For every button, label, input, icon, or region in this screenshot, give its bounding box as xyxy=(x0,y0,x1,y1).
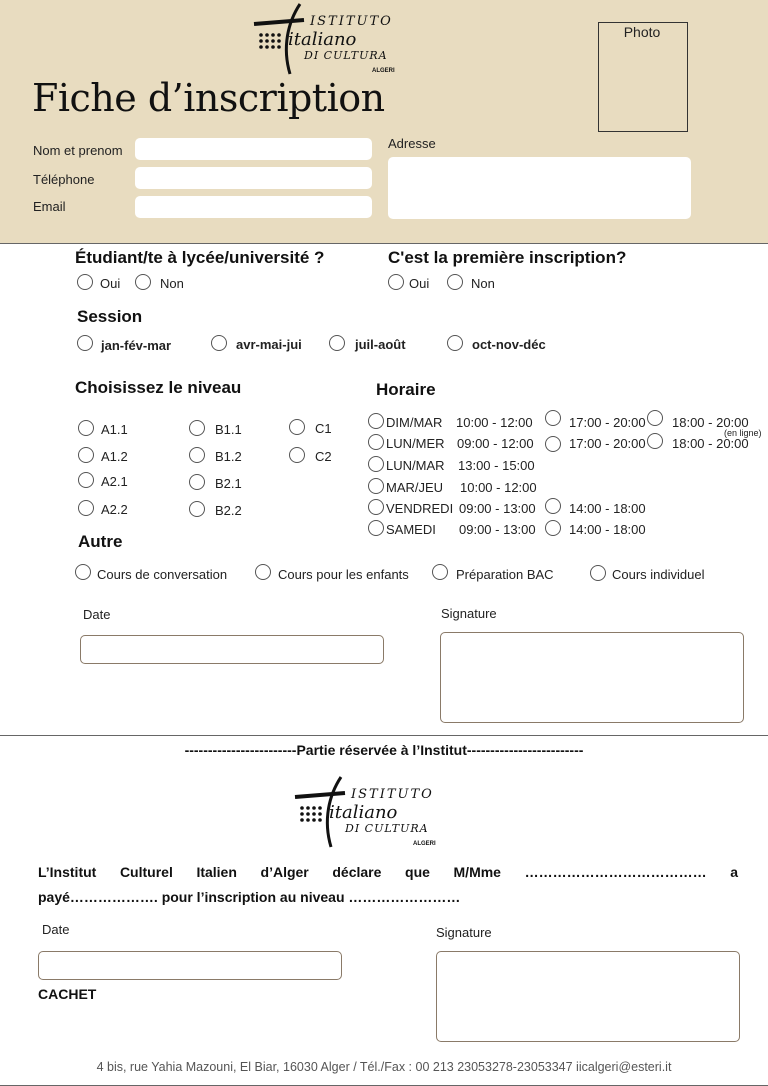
declaration-word: d’Alger xyxy=(260,864,309,880)
footer-address: 4 bis, rue Yahia Mazouni, El Biar, 16030 Alger / Tél./Fax : 00 213 23053278-23053347 iicalgeri@esteri.it xyxy=(96,1060,672,1074)
schedule-radio[interactable] xyxy=(545,520,561,536)
level-option: B2.2 xyxy=(215,503,242,518)
declaration-line1 xyxy=(38,864,738,880)
name-field[interactable] xyxy=(135,138,372,160)
level-option: C1 xyxy=(315,421,332,436)
level-option: A1.1 xyxy=(101,422,128,437)
level-radio[interactable] xyxy=(289,419,305,435)
email-label: Email xyxy=(33,199,66,214)
institute-signature-box[interactable] xyxy=(436,951,740,1042)
online-note: (en ligne) xyxy=(724,428,762,438)
schedule-day: LUN/MAR xyxy=(386,458,445,473)
student-question: Étudiant/te à lycée/université ? xyxy=(75,248,325,267)
level-option: A2.2 xyxy=(101,502,128,517)
schedule-time: 13:00 - 15:00 xyxy=(458,458,535,473)
session-radio[interactable] xyxy=(211,335,227,351)
student-no-label: Non xyxy=(160,276,184,291)
declaration-word: que xyxy=(405,864,430,880)
phone-label: Téléphone xyxy=(33,172,95,187)
declaration-word: ………………………………… xyxy=(524,864,707,880)
other-title: Autre xyxy=(78,532,123,551)
first-yes-radio[interactable] xyxy=(388,274,404,290)
institute-signature-label: Signature xyxy=(436,925,492,940)
schedule-radio[interactable] xyxy=(368,456,384,472)
level-title: Choisissez le niveau xyxy=(75,378,242,397)
level-option: B2.1 xyxy=(215,476,242,491)
signature-box[interactable] xyxy=(440,632,744,723)
phone-field[interactable] xyxy=(135,167,372,189)
student-no-radio[interactable] xyxy=(135,274,151,290)
other-option: Cours de conversation xyxy=(97,567,228,582)
schedule-time: 10:00 - 12:00 xyxy=(456,415,533,430)
first-no-label: Non xyxy=(471,276,495,291)
schedule-time: 09:00 - 13:00 xyxy=(459,501,536,516)
schedule-day: DIM/MAR xyxy=(386,415,443,430)
declaration-word: Italien xyxy=(196,864,237,880)
declaration-word: L’Institut xyxy=(38,864,97,880)
institute-logo xyxy=(293,775,443,850)
schedule-day: SAMEDI xyxy=(386,522,436,537)
first-yes-label: Oui xyxy=(409,276,430,291)
session-option: avr-mai-jui xyxy=(236,337,302,352)
schedule-time: 14:00 - 18:00 xyxy=(569,501,646,516)
institute-section-title: ------------------------Partie réservée à l’Institut------------------------- xyxy=(184,742,584,758)
logo-line2: italiano xyxy=(288,29,357,50)
logo-city: ALGERI xyxy=(413,841,436,847)
level-option: A2.1 xyxy=(101,474,128,489)
institute-logo xyxy=(252,2,402,77)
schedule-radio[interactable] xyxy=(545,410,561,426)
level-radio[interactable] xyxy=(78,420,94,436)
schedule-title: Horaire xyxy=(376,380,436,399)
stamp-label: CACHET xyxy=(38,986,97,1002)
schedule-time: 17:00 - 20:00 xyxy=(569,415,646,430)
level-radio[interactable] xyxy=(78,447,94,463)
page-title: Fiche d’inscription xyxy=(32,76,385,120)
other-radio[interactable] xyxy=(255,564,271,580)
other-radio[interactable] xyxy=(590,565,606,581)
session-option: jan-fév-mar xyxy=(101,338,172,353)
schedule-day: MAR/JEU xyxy=(386,480,444,495)
level-option: B1.1 xyxy=(215,422,242,437)
schedule-time: 09:00 - 13:00 xyxy=(459,522,536,537)
schedule-time: 17:00 - 20:00 xyxy=(569,436,646,451)
level-option: B1.2 xyxy=(215,449,242,464)
first-no-radio[interactable] xyxy=(447,274,463,290)
logo-line3: DI CULTURA xyxy=(304,49,388,62)
logo-line1: ISTITUTO xyxy=(351,787,434,802)
email-field[interactable] xyxy=(135,196,372,218)
session-option: oct-nov-déc xyxy=(472,337,546,352)
declaration-word: déclare xyxy=(332,864,382,880)
other-radio[interactable] xyxy=(75,564,91,580)
schedule-day: VENDREDI xyxy=(386,501,454,516)
other-option: Cours individuel xyxy=(612,567,705,582)
institute-date-field[interactable] xyxy=(38,951,342,980)
declaration-line2: payé………………. pour l’inscription au niveau …………………… xyxy=(38,889,461,905)
date-field[interactable] xyxy=(80,635,384,664)
schedule-radio[interactable] xyxy=(647,410,663,426)
photo-label: Photo xyxy=(623,24,661,40)
student-yes-radio[interactable] xyxy=(77,274,93,290)
schedule-radio[interactable] xyxy=(368,478,384,494)
schedule-radio[interactable] xyxy=(368,434,384,450)
address-field[interactable] xyxy=(388,157,691,219)
logo-line2: italiano xyxy=(329,802,398,823)
level-option: C2 xyxy=(315,449,332,464)
schedule-time: 18:00 - 20:00 xyxy=(672,436,749,451)
schedule-time: 09:00 - 12:00 xyxy=(457,436,534,451)
schedule-radio[interactable] xyxy=(368,499,384,515)
logo-city: ALGERI xyxy=(372,68,395,74)
schedule-time: 14:00 - 18:00 xyxy=(569,522,646,537)
level-radio[interactable] xyxy=(78,500,94,516)
level-option: A1.2 xyxy=(101,449,128,464)
session-option: juil-août xyxy=(355,337,406,352)
session-radio[interactable] xyxy=(447,335,463,351)
level-radio[interactable] xyxy=(289,447,305,463)
student-yes-label: Oui xyxy=(100,276,121,291)
other-radio[interactable] xyxy=(432,564,448,580)
schedule-time: 10:00 - 12:00 xyxy=(460,480,537,495)
declaration-word: M/Mme xyxy=(453,864,501,880)
date-label: Date xyxy=(83,607,111,622)
level-radio[interactable] xyxy=(189,447,205,463)
address-label: Adresse xyxy=(388,136,436,151)
session-radio[interactable] xyxy=(77,335,93,351)
first-registration-question: C'est la première inscription? xyxy=(388,248,627,267)
logo-line3: DI CULTURA xyxy=(345,822,429,835)
schedule-radio[interactable] xyxy=(368,520,384,536)
level-radio[interactable] xyxy=(189,474,205,490)
declaration-word: a xyxy=(730,864,738,880)
schedule-radio[interactable] xyxy=(647,433,663,449)
section-divider xyxy=(0,735,768,736)
header-divider xyxy=(0,243,768,244)
schedule-radio[interactable] xyxy=(545,436,561,452)
schedule-day: LUN/MER xyxy=(386,436,445,451)
signature-label: Signature xyxy=(441,606,497,621)
session-radio[interactable] xyxy=(329,335,345,351)
other-option: Cours pour les enfants xyxy=(278,567,409,582)
name-label: Nom et prenom xyxy=(33,143,123,158)
other-option: Préparation BAC xyxy=(456,567,554,582)
declaration-word: Culturel xyxy=(119,864,173,880)
schedule-time: 18:00 - 20:00 xyxy=(672,415,749,430)
level-radio[interactable] xyxy=(189,501,205,517)
institute-date-label: Date xyxy=(42,922,70,937)
schedule-radio[interactable] xyxy=(545,498,561,514)
level-radio[interactable] xyxy=(78,472,94,488)
level-radio[interactable] xyxy=(189,420,205,436)
session-title: Session xyxy=(77,307,143,326)
logo-line1: ISTITUTO xyxy=(310,14,393,29)
schedule-radio[interactable] xyxy=(368,413,384,429)
